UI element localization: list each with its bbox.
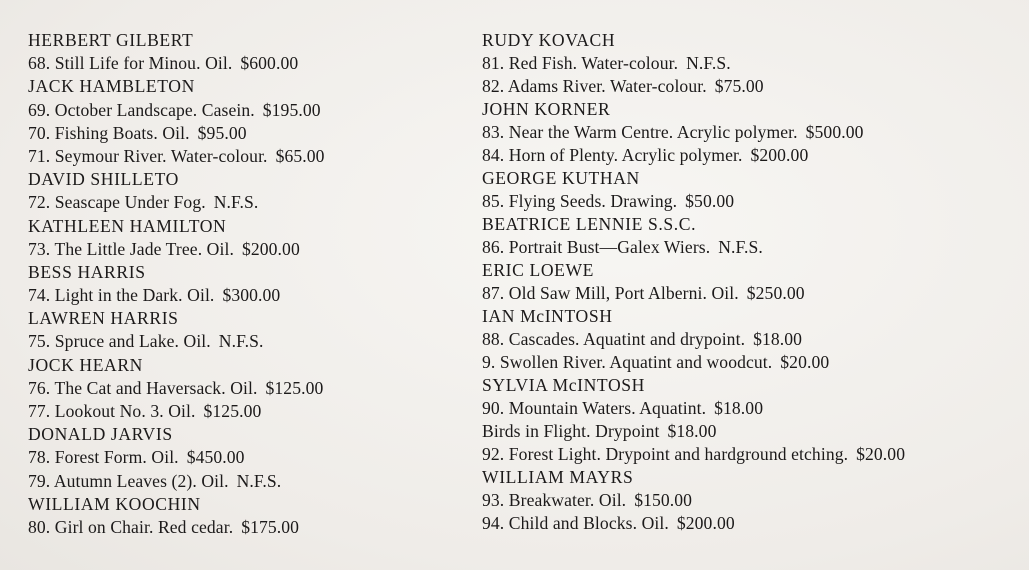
artwork-price: $18.00	[667, 421, 717, 441]
artwork-entry	[28, 284, 458, 307]
artwork-price: N.F.S.	[718, 237, 763, 257]
artist-name	[482, 259, 1022, 282]
artwork-price: $600.00	[240, 53, 299, 74]
artwork-entry	[482, 397, 1022, 420]
artist-name	[482, 98, 1022, 121]
artwork-title: The Cat and Haversack. Oil.	[54, 377, 258, 398]
artwork-number: 87.	[482, 283, 505, 303]
artwork-entry	[28, 377, 458, 400]
artwork-entry	[482, 52, 1022, 75]
artwork-number: 70.	[28, 122, 51, 143]
artwork-number: 88.	[482, 329, 505, 349]
artwork-title: Flying Seeds. Drawing.	[508, 191, 678, 211]
artwork-number: 73.	[28, 238, 51, 259]
artist-name	[482, 213, 1022, 236]
artwork-entry	[28, 52, 458, 75]
artwork-title: Red Fish. Water-colour.	[508, 53, 679, 73]
artwork-entry	[28, 516, 458, 539]
artwork-number: 92.	[482, 444, 505, 464]
artwork-title: Forest Form. Oil.	[54, 447, 179, 468]
artist-name	[28, 75, 458, 98]
artwork-entry	[28, 191, 458, 214]
artwork-price: $300.00	[222, 285, 281, 306]
artwork-entry	[482, 190, 1022, 213]
artwork-title: Spruce and Lake. Oil.	[54, 331, 211, 352]
artwork-title: Horn of Plenty. Acrylic polymer.	[508, 145, 743, 165]
artwork-number: 94.	[482, 513, 505, 533]
artwork-title: Breakwater. Oil.	[508, 490, 627, 510]
artwork-number: 78.	[28, 447, 51, 468]
artist-name	[28, 423, 458, 446]
artwork-entry	[28, 99, 458, 122]
artwork-number: 9.	[482, 352, 496, 372]
artwork-price: $75.00	[714, 76, 764, 96]
artwork-title: Fishing Boats. Oil.	[54, 122, 190, 143]
artwork-price: N.F.S.	[213, 192, 259, 213]
artwork-number: 80.	[28, 516, 51, 537]
artwork-price: $95.00	[197, 122, 247, 143]
artist-name	[28, 215, 458, 238]
artwork-title: Cascades. Aquatint and drypoint.	[508, 329, 746, 349]
artwork-price: $500.00	[805, 122, 864, 142]
artwork-title: Seascape Under Fog.	[54, 192, 206, 213]
artwork-entry	[482, 75, 1022, 98]
artwork-entry	[482, 121, 1022, 144]
artwork-number: 83.	[482, 122, 505, 142]
artwork-price: $200.00	[241, 238, 300, 259]
artwork-number: 75.	[28, 331, 51, 352]
artwork-number: 79.	[28, 470, 51, 491]
artwork-number: 77.	[28, 401, 51, 421]
artist-name	[482, 305, 1022, 328]
left-column	[28, 29, 458, 539]
artwork-entry	[482, 236, 1022, 259]
artwork-title: Portrait Bust—Galex Wiers.	[508, 237, 711, 257]
artist-name-text: DAVID SHILLETO	[28, 169, 179, 190]
artwork-entry	[28, 238, 458, 261]
artwork-title: Lookout No. 3. Oil.	[54, 401, 196, 421]
artwork-entry	[28, 145, 458, 168]
artwork-title: The Little Jade Tree. Oil.	[54, 238, 234, 259]
artist-name	[482, 374, 1022, 397]
artist-name	[28, 29, 458, 52]
artwork-number: 72.	[28, 192, 51, 213]
artwork-title: Birds in Flight. Drypoint	[482, 421, 660, 441]
artwork-entry	[482, 144, 1022, 167]
artwork-number: 86.	[482, 237, 505, 257]
artwork-entry	[482, 489, 1022, 512]
artwork-entry	[482, 328, 1022, 351]
artwork-entry	[28, 470, 458, 493]
artwork-price: $125.00	[203, 401, 262, 421]
artist-name-text: KATHLEEN HAMILTON	[28, 215, 227, 236]
artist-name-text: JOCK HEARN	[28, 354, 143, 375]
artwork-title: Girl on Chair. Red cedar.	[54, 516, 234, 537]
artwork-number: 74.	[28, 285, 51, 306]
artwork-title: Light in the Dark. Oil.	[54, 285, 215, 306]
artwork-price: $125.00	[265, 377, 324, 398]
artist-name	[482, 29, 1022, 52]
artwork-entry	[28, 330, 458, 353]
artwork-number: 93.	[482, 490, 505, 510]
artist-name-text: LAWREN HARRIS	[28, 308, 179, 329]
artwork-number: 76.	[28, 377, 51, 398]
artist-name-text: IAN McINTOSH	[482, 306, 613, 326]
artist-name-text: WILLIAM KOOCHIN	[28, 493, 201, 514]
artwork-price: $150.00	[634, 490, 693, 510]
artist-name-text: GEORGE KUTHAN	[482, 168, 640, 188]
artist-name	[28, 168, 458, 191]
artist-name-text: ERIC LOEWE	[482, 260, 595, 280]
artwork-entry	[28, 122, 458, 145]
artwork-entry	[482, 443, 1022, 466]
artwork-number: 84.	[482, 145, 505, 165]
artwork-title: Near the Warm Centre. Acrylic polymer.	[508, 122, 798, 142]
artist-name	[28, 354, 458, 377]
artwork-price: $18.00	[714, 398, 764, 418]
artwork-number: 68.	[28, 53, 51, 74]
artist-name-text: SYLVIA McINTOSH	[482, 375, 645, 395]
artist-name-text: JOHN KORNER	[482, 99, 611, 119]
artwork-entry	[482, 420, 1022, 443]
artist-name-text: DONALD JARVIS	[28, 424, 173, 445]
artwork-price: $65.00	[275, 145, 325, 166]
artwork-title: Child and Blocks. Oil.	[508, 513, 669, 533]
artwork-title: Forest Light. Drypoint and hardground etching.	[508, 444, 849, 464]
artwork-price: N.F.S.	[686, 53, 731, 73]
artwork-price: $20.00	[780, 352, 830, 372]
artwork-number: 81.	[482, 53, 505, 73]
artwork-entry	[28, 446, 458, 469]
artwork-price: $195.00	[262, 99, 321, 120]
artist-name-text: HERBERT GILBERT	[28, 30, 194, 50]
artwork-price: $50.00	[685, 191, 735, 211]
right-column	[482, 29, 1022, 535]
artwork-title: Old Saw Mill, Port Alberni. Oil.	[508, 283, 739, 303]
artwork-title: Still Life for Minou. Oil.	[54, 53, 233, 74]
artwork-number: 71.	[28, 145, 51, 166]
artwork-title: October Landscape. Casein.	[54, 99, 255, 120]
artist-name-text: BESS HARRIS	[28, 261, 146, 282]
artwork-price: $250.00	[746, 283, 805, 303]
artwork-title: Autumn Leaves (2). Oil.	[53, 470, 229, 491]
artwork-number: 85.	[482, 191, 505, 211]
artist-name-text: RUDY KOVACH	[482, 30, 616, 50]
artwork-entry	[28, 400, 458, 423]
artwork-price: $20.00	[856, 444, 906, 464]
artwork-number: 90.	[482, 398, 505, 418]
artwork-title: Swollen River. Aquatint and woodcut.	[499, 352, 773, 372]
artwork-price: $200.00	[676, 513, 735, 533]
artist-name-text: BEATRICE LENNIE S.S.C.	[482, 214, 697, 234]
artist-name	[482, 466, 1022, 489]
artist-name-text: WILLIAM MAYRS	[482, 467, 634, 487]
artist-name-text: JACK HAMBLETON	[28, 76, 195, 97]
artwork-price: $175.00	[241, 516, 300, 537]
artwork-price: $18.00	[753, 329, 803, 349]
artwork-number: 82.	[482, 76, 505, 96]
artwork-price: $200.00	[750, 145, 809, 165]
artist-name	[28, 307, 458, 330]
artwork-price: N.F.S.	[236, 470, 282, 491]
artist-name	[28, 261, 458, 284]
artwork-entry	[482, 512, 1022, 535]
artwork-entry	[482, 282, 1022, 305]
artwork-price: N.F.S.	[218, 331, 264, 352]
artwork-number: 69.	[28, 99, 51, 120]
artwork-title: Seymour River. Water-colour.	[54, 145, 268, 166]
artwork-title: Mountain Waters. Aquatint.	[508, 398, 707, 418]
artwork-price: $450.00	[186, 447, 245, 468]
artwork-entry	[482, 351, 1022, 374]
artist-name	[28, 493, 458, 516]
artwork-title: Adams River. Water-colour.	[507, 76, 707, 96]
artist-name	[482, 167, 1022, 190]
